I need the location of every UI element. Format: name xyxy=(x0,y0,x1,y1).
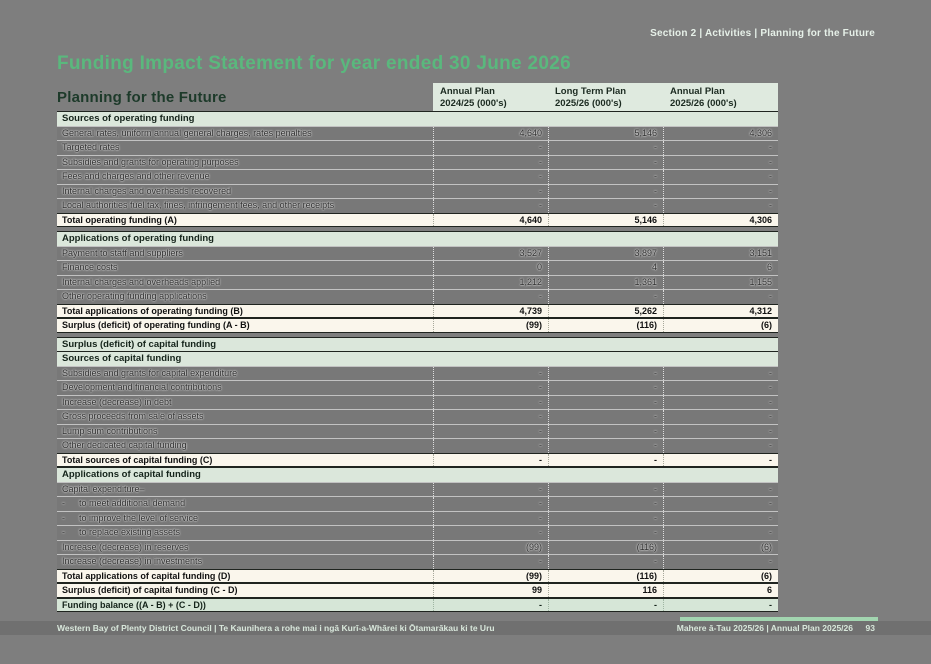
table-row xyxy=(57,155,778,170)
table-row xyxy=(57,126,778,141)
row-value: - xyxy=(433,483,548,497)
row-value: - xyxy=(663,483,778,497)
row-value: - xyxy=(548,381,663,395)
row-value: - xyxy=(663,512,778,526)
row-label: Surplus (deficit) of capital funding xyxy=(62,338,217,350)
row-value: - xyxy=(663,526,778,540)
table-row xyxy=(57,184,778,199)
row-label: Total applications of capital funding (D) xyxy=(62,570,231,581)
row-value: - xyxy=(663,381,778,395)
row-value: (6) xyxy=(663,541,778,555)
section-header-row xyxy=(57,111,778,126)
row-value: (116) xyxy=(548,319,663,332)
row-value: (6) xyxy=(663,319,778,332)
row-value: - xyxy=(663,425,778,439)
dash-bullet: - xyxy=(62,512,65,523)
section-header-row xyxy=(57,337,778,352)
row-value: - xyxy=(433,599,548,612)
row-value: - xyxy=(548,156,663,170)
row-label: Gross proceeds from sale of assets xyxy=(62,411,204,421)
page-footer xyxy=(0,621,931,635)
row-value: - xyxy=(433,454,548,467)
row-label: Total sources of capital funding (C) xyxy=(62,454,213,465)
row-value: - xyxy=(433,367,548,381)
column-header-line1: Annual Plan xyxy=(440,86,495,97)
column-header-annual-plan-2024-25 xyxy=(433,83,548,111)
row-value: - xyxy=(548,599,663,612)
row-value: - xyxy=(548,410,663,424)
table-row xyxy=(57,554,778,569)
row-value: - xyxy=(433,141,548,155)
funding-impact-table xyxy=(57,83,778,612)
table-row xyxy=(57,409,778,424)
row-value: - xyxy=(548,185,663,199)
row-value: 3,527 xyxy=(433,247,548,261)
row-value: - xyxy=(548,483,663,497)
table-row xyxy=(57,246,778,261)
row-label xyxy=(57,526,433,540)
row-value: 4 xyxy=(548,261,663,275)
breadcrumb: Section 2 | Activities | Planning for the Future xyxy=(650,28,875,39)
row-value: - xyxy=(548,367,663,381)
row-label-text: to replace existing assets xyxy=(79,527,181,537)
row-value: 99 xyxy=(433,584,548,597)
column-header-line2: 2025/26 (000's) xyxy=(555,97,622,109)
table-row xyxy=(57,540,778,555)
row-value: - xyxy=(548,199,663,213)
table-row xyxy=(57,169,778,184)
section-header-row xyxy=(57,467,778,482)
table-row xyxy=(57,482,778,497)
row-label: Targeted rates xyxy=(62,142,120,152)
row-label: Applications of capital funding xyxy=(62,469,201,480)
section-header-row xyxy=(57,231,778,246)
table-title: Planning for the Future xyxy=(57,88,227,106)
row-value: 4,739 xyxy=(433,305,548,318)
dash-bullet: - xyxy=(62,527,65,537)
row-value: - xyxy=(433,425,548,439)
row-value: (116) xyxy=(548,570,663,583)
row-value: - xyxy=(548,497,663,511)
row-label: Internal charges and overheads recovered xyxy=(62,185,232,196)
funding-table-body xyxy=(57,111,778,612)
column-headers xyxy=(433,83,778,111)
row-label: Development and financial contributions xyxy=(62,382,222,392)
table-row xyxy=(57,380,778,395)
row-label: Subsidies and grants for operating purposes xyxy=(62,156,239,167)
row-value: 5,146 xyxy=(548,214,663,227)
row-value: 4,312 xyxy=(663,305,778,318)
row-value: - xyxy=(548,290,663,304)
table-row xyxy=(57,424,778,439)
row-label: Payment to staff and suppliers xyxy=(62,247,183,258)
footer-document-name: Mahere ā-Tau 2025/26 | Annual Plan 2025/26 xyxy=(676,623,853,633)
row-value: 3,897 xyxy=(548,247,663,261)
table-row xyxy=(57,260,778,275)
row-label: Applications of operating funding xyxy=(62,233,214,244)
row-value: 116 xyxy=(548,584,663,597)
table-row xyxy=(57,438,778,453)
row-value: 6 xyxy=(663,584,778,597)
row-value: - xyxy=(433,381,548,395)
funding-balance-row xyxy=(57,598,778,613)
row-label: Total applications of operating funding (B) xyxy=(62,305,243,316)
column-header-line1: Annual Plan xyxy=(670,86,725,97)
row-value: - xyxy=(433,439,548,453)
page-title: Funding Impact Statement for year ended 30 June 2026 xyxy=(57,53,571,74)
row-value: - xyxy=(548,454,663,467)
table-row xyxy=(57,525,778,540)
row-value: - xyxy=(548,425,663,439)
table-row xyxy=(57,289,778,304)
total-row xyxy=(57,318,778,333)
row-value: 3,151 xyxy=(663,247,778,261)
footer-council-name: Western Bay of Plenty District Council | Te Kaunihera a rohe mai i ngā Kurī-a-Whārei ki Ōtamarākau ki te Uru xyxy=(57,623,495,633)
row-label: Internal charges and overheads applied xyxy=(62,276,221,287)
row-label: Local authorities fuel tax, fines, infringement fees, and other receipts xyxy=(62,200,335,210)
column-header-line2: 2024/25 (000's) xyxy=(440,97,507,109)
row-value: 6 xyxy=(663,261,778,275)
section-header-row xyxy=(57,351,778,366)
table-row xyxy=(57,366,778,381)
row-value: - xyxy=(663,141,778,155)
row-value: - xyxy=(433,555,548,569)
row-label: Fees and charges and other revenue xyxy=(62,171,210,181)
row-label xyxy=(57,497,433,511)
row-label: Surplus (deficit) of operating funding (A - B) xyxy=(62,320,250,330)
row-value: - xyxy=(433,512,548,526)
row-value: - xyxy=(663,185,778,199)
row-value: - xyxy=(548,141,663,155)
row-label: Increase (decrease) in reserves xyxy=(62,541,189,552)
row-value: 4,640 xyxy=(433,214,548,227)
row-value: - xyxy=(548,396,663,410)
row-value: - xyxy=(663,367,778,381)
row-label-text: to meet additional demand xyxy=(79,498,186,508)
table-row xyxy=(57,496,778,511)
total-row xyxy=(57,583,778,598)
row-value: - xyxy=(663,410,778,424)
row-value: - xyxy=(433,170,548,184)
row-value: - xyxy=(663,439,778,453)
row-value: - xyxy=(433,290,548,304)
row-value: - xyxy=(433,410,548,424)
row-value: - xyxy=(548,555,663,569)
row-value: - xyxy=(663,156,778,170)
row-value: - xyxy=(433,396,548,410)
row-value: - xyxy=(663,555,778,569)
table-header-row xyxy=(57,83,778,111)
row-label: Subsidies and grants for capital expenditure xyxy=(62,367,238,378)
row-value: - xyxy=(433,185,548,199)
row-value: - xyxy=(663,454,778,467)
row-label: Other operating funding applications xyxy=(62,291,207,301)
row-label: Capital expenditure– xyxy=(62,483,145,494)
row-value: (99) xyxy=(433,541,548,555)
total-row xyxy=(57,304,778,319)
row-label: General rates, uniform annual general charges, rates penalties xyxy=(62,127,312,138)
row-value: - xyxy=(433,156,548,170)
row-label: Finance costs xyxy=(62,262,118,272)
row-label: Funding balance ((A - B) + (C - D)) xyxy=(62,599,206,610)
row-value: 1,212 xyxy=(433,276,548,290)
row-label: Increase (decrease) in investments xyxy=(62,556,203,566)
row-value: (99) xyxy=(433,319,548,332)
row-value: - xyxy=(548,512,663,526)
page-number: 93 xyxy=(865,623,875,633)
row-value: - xyxy=(663,199,778,213)
row-value: (6) xyxy=(663,570,778,583)
row-label: Lump sum contributions xyxy=(62,425,158,436)
row-value: - xyxy=(433,497,548,511)
row-label-text: to improve the level of service xyxy=(79,512,199,523)
table-row xyxy=(57,275,778,290)
row-value: 5,146 xyxy=(548,127,663,141)
table-row xyxy=(57,395,778,410)
row-value: 5,262 xyxy=(548,305,663,318)
row-value: - xyxy=(663,599,778,612)
dash-bullet: - xyxy=(62,498,65,508)
table-row xyxy=(57,140,778,155)
row-value: 4,306 xyxy=(663,214,778,227)
row-label xyxy=(57,512,433,526)
table-row xyxy=(57,511,778,526)
row-label: Other dedicated capital funding xyxy=(62,440,187,450)
row-value: 1,155 xyxy=(663,276,778,290)
column-header-line2: 2025/26 (000's) xyxy=(670,97,737,109)
column-header-long-term-plan-2025-26 xyxy=(548,83,663,111)
row-value: - xyxy=(663,170,778,184)
column-header-annual-plan-2025-26 xyxy=(663,83,778,111)
row-label: Sources of capital funding xyxy=(62,353,182,364)
row-value: - xyxy=(663,290,778,304)
row-value: 0 xyxy=(433,261,548,275)
row-value: 4,640 xyxy=(433,127,548,141)
row-value: - xyxy=(663,396,778,410)
row-value: - xyxy=(433,526,548,540)
row-value: - xyxy=(433,199,548,213)
row-label: Surplus (deficit) of capital funding (C - D) xyxy=(62,585,238,595)
row-label: Increase (decrease) in debt xyxy=(62,396,172,407)
row-value: - xyxy=(548,439,663,453)
column-header-line1: Long Term Plan xyxy=(555,86,627,97)
row-value: (116) xyxy=(548,541,663,555)
row-value: 1,361 xyxy=(548,276,663,290)
row-label: Sources of operating funding xyxy=(62,113,195,124)
total-row xyxy=(57,569,778,584)
row-value: - xyxy=(663,497,778,511)
row-value: - xyxy=(548,170,663,184)
table-row xyxy=(57,198,778,213)
row-value: - xyxy=(548,526,663,540)
total-row xyxy=(57,213,778,228)
row-value: 4,306 xyxy=(663,127,778,141)
row-label: Total operating funding (A) xyxy=(62,214,177,225)
total-row xyxy=(57,453,778,468)
row-value: (99) xyxy=(433,570,548,583)
